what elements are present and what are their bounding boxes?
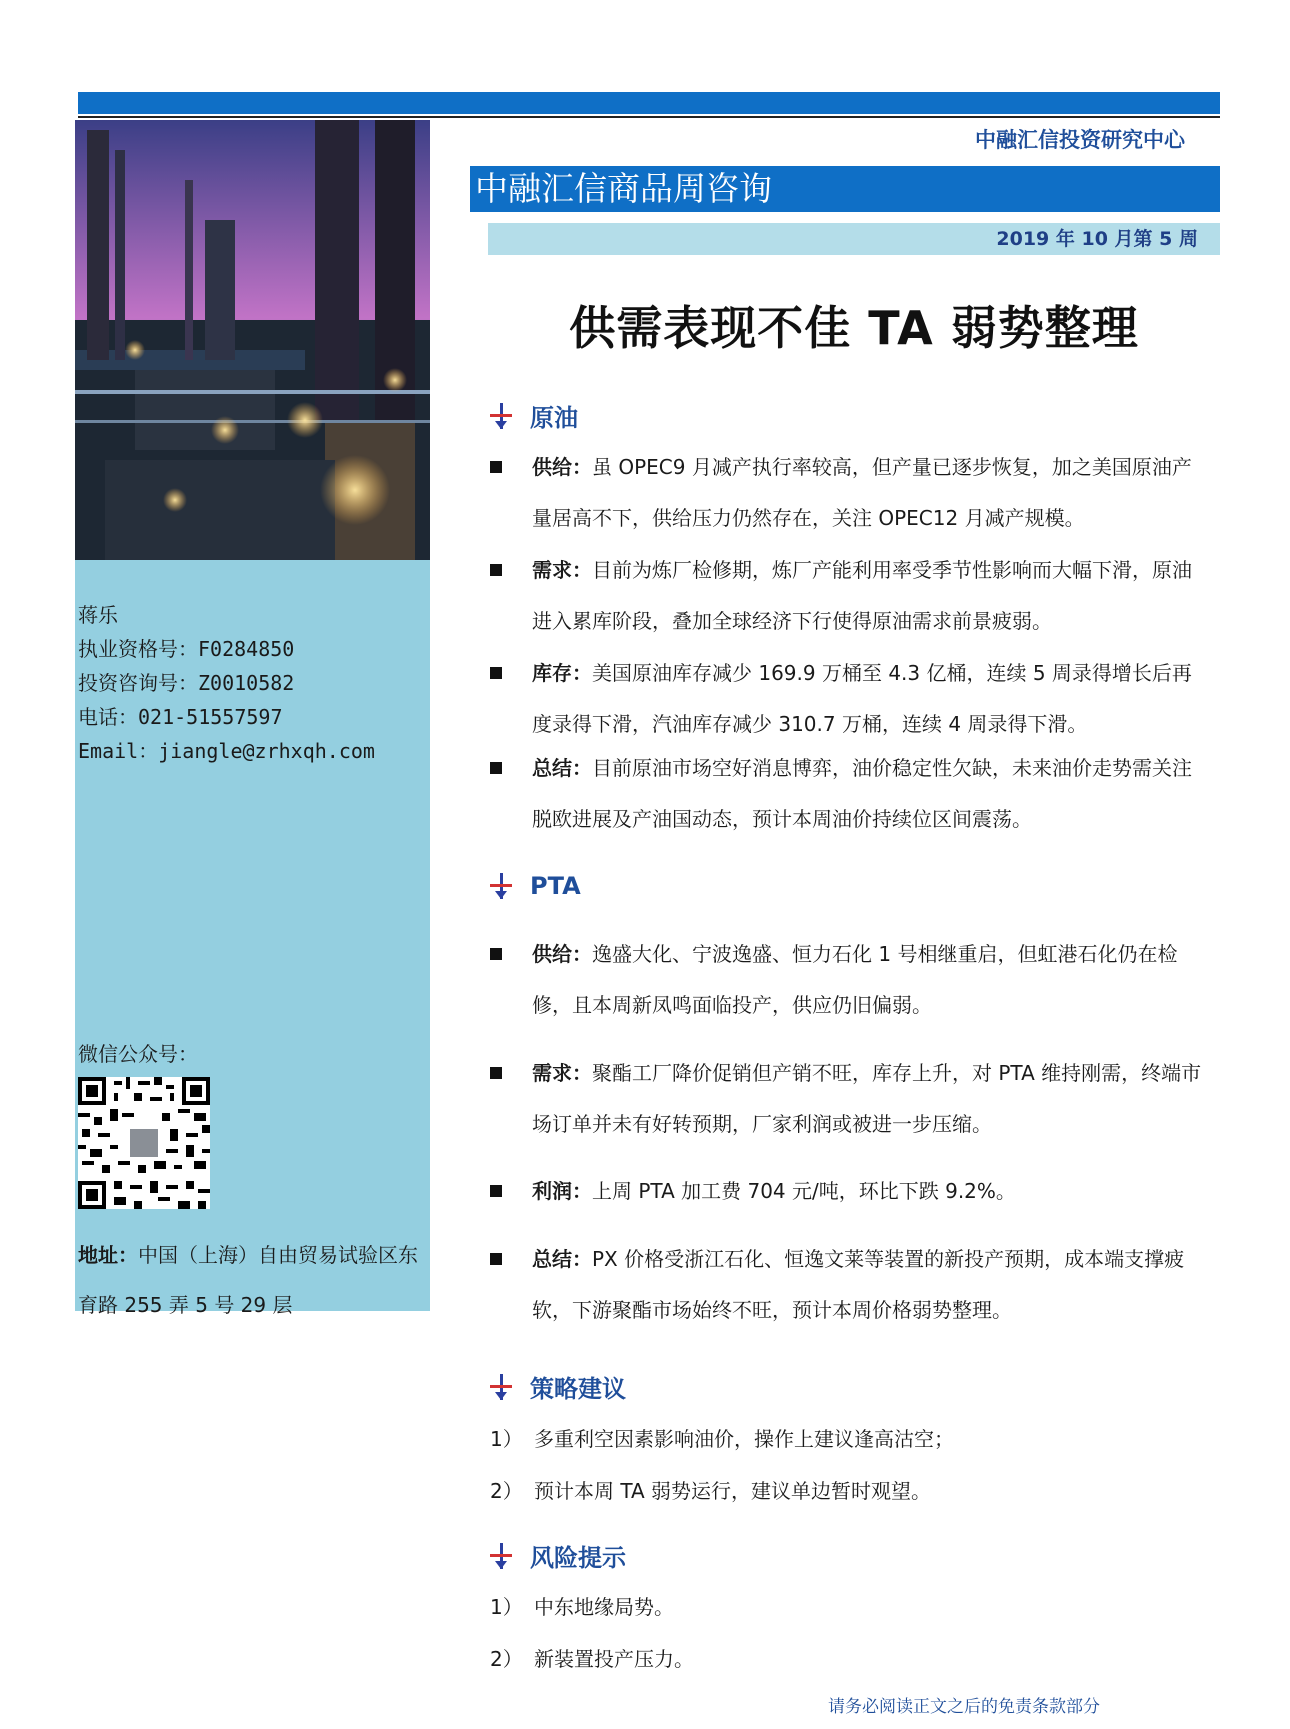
item-text: 中东地缘局势。 xyxy=(534,1595,674,1619)
section-crude-heading xyxy=(490,398,578,433)
address-label: 地址： xyxy=(78,1243,138,1267)
item-label: 总结： xyxy=(532,1247,592,1271)
item-label: 总结： xyxy=(532,756,592,780)
section-risk-title: 风险提示 xyxy=(530,1544,626,1572)
date-bar xyxy=(488,223,1220,255)
bullet-square-icon xyxy=(490,762,502,774)
item-label: 需求： xyxy=(532,558,592,582)
strategy-item-1 xyxy=(490,1423,954,1452)
license-number: 执业资格号：F0284850 xyxy=(78,637,295,661)
item-text: 美国原油库存减少 169.9 万桶至 4.3 亿桶，连续 5 周录得增长后再度录得下滑，汽油库存减少 310.7 万桶，连续 4 周录得下滑。 xyxy=(532,661,1192,736)
report-date: 2019 年 10 月第 5 周 xyxy=(996,228,1198,250)
section-risk-heading xyxy=(490,1538,626,1573)
bullet-square-icon xyxy=(490,667,502,679)
item-label: 供给： xyxy=(532,942,592,966)
item-label: 供给： xyxy=(532,455,592,479)
pta-item-summary xyxy=(490,1234,1205,1336)
sidebar xyxy=(75,120,430,1317)
company-address xyxy=(78,1230,428,1330)
section-marker-icon xyxy=(490,873,512,899)
org-name: 中融汇信投资研究中心 xyxy=(975,128,1185,152)
pta-item-profit xyxy=(490,1166,1205,1217)
item-label: 库存： xyxy=(532,661,592,685)
section-marker-icon xyxy=(490,1543,512,1569)
wechat-label: 微信公众号： xyxy=(78,1042,198,1066)
headline: 供需表现不佳 TA 弱势整理 xyxy=(569,301,1139,355)
item-number: 1） xyxy=(490,1427,523,1451)
refinery-photo xyxy=(75,120,430,560)
crude-item-supply xyxy=(490,442,1205,544)
risk-item-2 xyxy=(490,1643,694,1672)
item-text: 新装置投产压力。 xyxy=(534,1647,694,1671)
analyst-name: 蒋乐 xyxy=(78,603,118,627)
bullet-square-icon xyxy=(490,1067,502,1079)
item-label: 利润： xyxy=(532,1179,592,1203)
item-text: 上周 PTA 加工费 704 元/吨，环比下跌 9.2%。 xyxy=(592,1179,1016,1203)
section-marker-icon xyxy=(490,1374,512,1400)
item-text: 目前原油市场空好消息博弈，油价稳定性欠缺，未来油价走势需关注脱欧进展及产油国动态，预计本周油价持续位区间震荡。 xyxy=(532,756,1192,831)
advisory-number: 投资咨询号：Z0010582 xyxy=(78,671,295,695)
item-text: 预计本周 TA 弱势运行，建议单边暂时观望。 xyxy=(534,1479,932,1503)
crude-item-summary xyxy=(490,743,1205,845)
item-text: PX 价格受浙江石化、恒逸文莱等装置的新投产预期，成本端支撑疲软，下游聚酯市场始终不旺，预计本周价格弱势整理。 xyxy=(532,1247,1185,1322)
item-text: 多重利空因素影响油价，操作上建议逢高沽空； xyxy=(534,1427,954,1451)
crude-item-inventory xyxy=(490,648,1205,750)
item-number: 1） xyxy=(490,1595,523,1619)
bullet-square-icon xyxy=(490,461,502,473)
report-title-bar xyxy=(470,166,1220,212)
crude-item-demand xyxy=(490,545,1205,647)
item-number: 2） xyxy=(490,1479,523,1503)
analyst-contact xyxy=(78,598,375,768)
bullet-square-icon xyxy=(490,948,502,960)
section-crude-title: 原油 xyxy=(530,404,578,432)
report-name: 中融汇信商品周咨询 xyxy=(475,169,772,208)
item-text: 聚酯工厂降价促销但产销不旺，库存上升，对 PTA 维持刚需，终端市场订单并未有好转预期，厂家利润或被进一步压缩。 xyxy=(532,1061,1202,1136)
item-text: 逸盛大化、宁波逸盛、恒力石化 1 号相继重启，但虹港石化仍在检修，且本周新凤鸣面临投产，供应仍旧偏弱。 xyxy=(532,942,1178,1017)
section-strategy-heading xyxy=(490,1369,626,1404)
bullet-square-icon xyxy=(490,1185,502,1197)
risk-item-1 xyxy=(490,1591,674,1620)
address-text: 中国（上海）自由贸易试验区东育路 255 弄 5 号 29 层 xyxy=(78,1243,418,1317)
item-text: 目前为炼厂检修期，炼厂产能利用率受季节性影响而大幅下滑，原油进入累库阶段，叠加全球经济下行使得原油需求前景疲弱。 xyxy=(532,558,1192,633)
item-label: 需求： xyxy=(532,1061,592,1085)
strategy-item-2 xyxy=(490,1475,931,1504)
pta-item-supply xyxy=(490,929,1205,1031)
section-marker-icon xyxy=(490,403,512,429)
section-pta-title: PTA xyxy=(530,872,581,900)
email-address: Email：jiangle@zrhxqh.com xyxy=(78,739,375,763)
item-text: 虽 OPEC9 月减产执行率较高，但产量已逐步恢复，加之美国原油产量居高不下，供给压力仍然存在，关注 OPEC12 月减产规模。 xyxy=(532,455,1192,530)
footer-disclaimer: 请务必阅读正文之后的免责条款部分 xyxy=(828,1697,1100,1717)
wechat-qr-code xyxy=(78,1077,210,1209)
section-pta-heading xyxy=(490,872,581,900)
pta-item-demand xyxy=(490,1048,1205,1150)
section-strategy-title: 策略建议 xyxy=(530,1375,626,1403)
phone-number: 电话：021-51557597 xyxy=(78,705,283,729)
item-number: 2） xyxy=(490,1647,523,1671)
top-blue-bar xyxy=(78,92,1220,114)
bullet-square-icon xyxy=(490,1253,502,1265)
top-rule xyxy=(78,116,1220,118)
bullet-square-icon xyxy=(490,564,502,576)
